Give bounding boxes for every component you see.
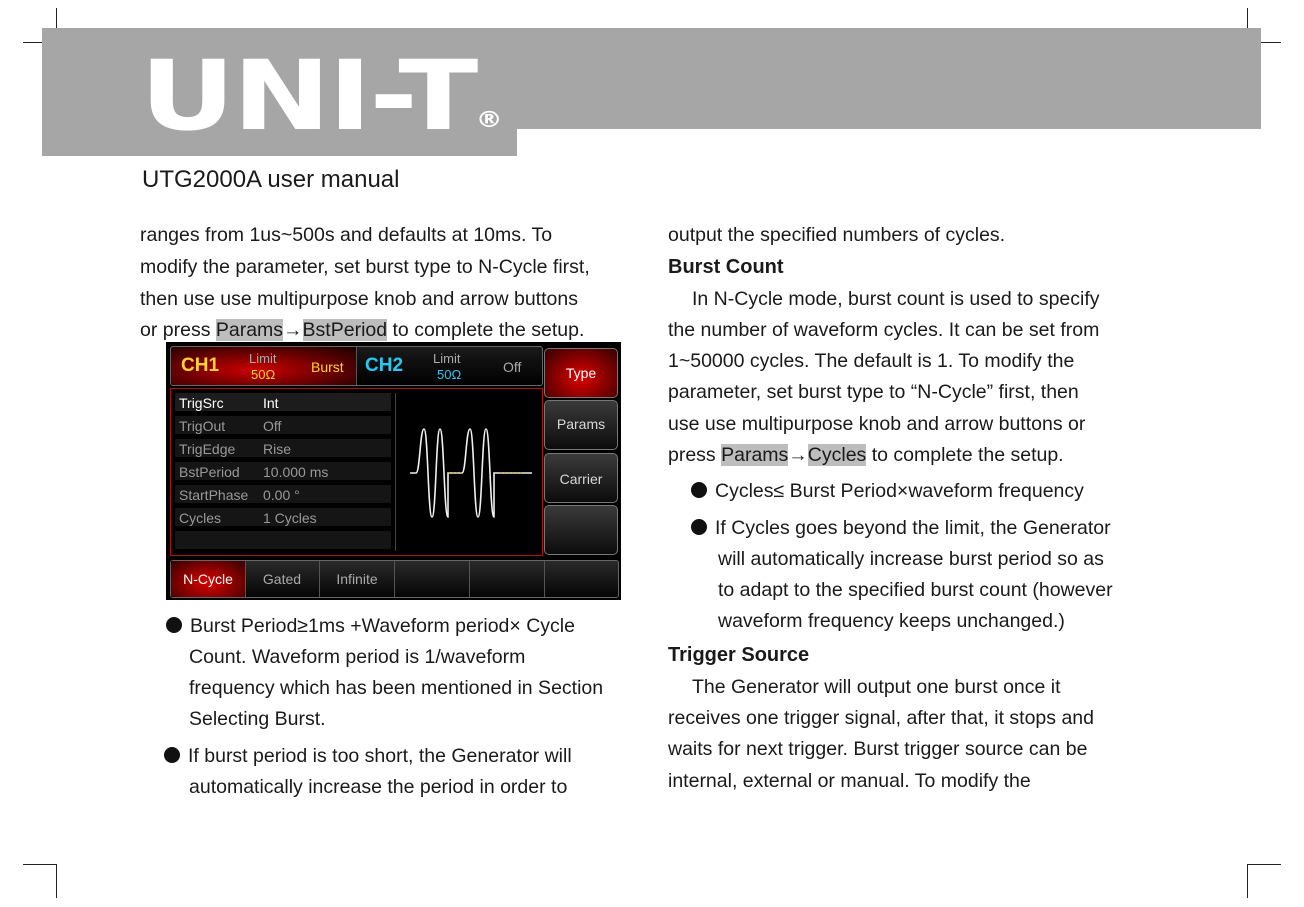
bullet-icon <box>691 519 707 535</box>
ch1-impedance: 50Ω <box>251 367 276 382</box>
body-text-line: press Params→Cycles to complete the setup. <box>668 444 1064 466</box>
bullet-item: If Cycles goes beyond the limit, the Generator <box>691 519 1111 539</box>
body-text-line: will automatically increase burst period so as <box>718 548 1104 570</box>
burst-waveform-preview <box>395 393 538 551</box>
tab-empty <box>470 561 545 597</box>
bullet-item: If burst period is too short, the Generator will <box>164 747 572 767</box>
tab-empty <box>395 561 470 597</box>
crop-mark <box>1247 864 1281 865</box>
body-text-line: output the specified numbers of cycles. <box>668 224 1006 246</box>
tab-n-cycle: N-Cycle <box>171 561 246 597</box>
bullet-item: Burst Period≥1ms +Waveform period× Cycle <box>166 617 575 637</box>
body-text-line: In N-Cycle mode, burst count is used to specify <box>692 288 1100 310</box>
ch2-mode: Off <box>503 359 522 375</box>
param-row: BstPeriod 10.000 ms <box>175 462 391 480</box>
crop-mark <box>56 864 57 898</box>
brand-logo: UNI-T® <box>140 40 503 152</box>
ch1-limit-label: Limit <box>249 351 277 366</box>
param-row: StartPhase 0.00 ° <box>175 485 391 503</box>
body-text-line: the number of waveform cycles. It can be set from <box>668 319 1100 341</box>
body-text-line: automatically increase the period in order to <box>189 776 568 798</box>
param-row-empty <box>175 531 391 549</box>
burst-type-tabs <box>170 560 619 598</box>
body-text-line: to adapt to the specified burst count (however <box>718 579 1113 601</box>
type-softkey: Type <box>544 348 618 398</box>
body-text-line: waveform frequency keeps unchanged.) <box>718 610 1065 632</box>
generator-screenshot <box>166 342 621 600</box>
body-text-line: internal, external or manual. To modify the <box>668 770 1031 792</box>
params-key-reference: Params <box>215 319 284 341</box>
param-row: TrigEdge Rise <box>175 439 391 457</box>
bullet-item: Cycles≤ Burst Period×waveform frequency <box>691 482 1084 502</box>
body-text-line: 1~50000 cycles. The default is 1. To modify the <box>668 350 1075 372</box>
body-text-line: then use use multipurpose knob and arrow buttons <box>140 288 578 310</box>
channel-header <box>170 346 543 386</box>
carrier-softkey: Carrier <box>544 453 618 503</box>
ch2-limit-label: Limit <box>433 351 461 366</box>
cycles-key-reference: Cycles <box>807 444 867 466</box>
bstperiod-key-reference: BstPeriod <box>302 319 388 341</box>
tab-infinite: Infinite <box>320 561 395 597</box>
body-text-line: Count. Waveform period is 1/waveform <box>189 646 526 668</box>
ch2-impedance: 50Ω <box>437 367 462 382</box>
ch1-label: CH1 <box>181 355 220 376</box>
bullet-icon <box>164 747 180 763</box>
body-text-line: Selecting Burst. <box>189 708 326 730</box>
params-softkey: Params <box>544 400 618 450</box>
param-row: Cycles 1 Cycles <box>175 508 391 526</box>
tab-empty <box>545 561 619 597</box>
param-row: TrigSrc Int <box>175 393 391 411</box>
body-text-line: The Generator will output one burst once it <box>692 676 1061 698</box>
bullet-icon <box>691 482 707 498</box>
section-heading: Trigger Source <box>668 644 810 666</box>
body-text-line: modify the parameter, set burst type to N-Cycle first, <box>140 256 590 278</box>
blank-softkey <box>544 505 618 555</box>
crop-mark <box>1247 864 1248 898</box>
ch2-label: CH2 <box>365 355 404 376</box>
param-row: TrigOut Off <box>175 416 391 434</box>
body-text-line: use use multipurpose knob and arrow buttons or <box>668 413 1086 435</box>
parameter-panel <box>170 388 543 556</box>
section-heading: Burst Count <box>668 256 784 278</box>
bullet-icon <box>166 617 182 633</box>
body-text-line: parameter, set burst type to “N-Cycle” first, then <box>668 381 1079 403</box>
body-text-line: frequency which has been mentioned in Section <box>189 677 604 699</box>
body-text-line: receives one trigger signal, after that, it stops and <box>668 707 1094 729</box>
tab-gated: Gated <box>245 561 320 597</box>
ch1-mode: Burst <box>311 359 344 375</box>
manual-title: UTG2000A user manual <box>142 166 400 193</box>
params-key-reference: Params <box>721 444 789 466</box>
body-text-line: ranges from 1us~500s and defaults at 10ms. To <box>140 224 553 246</box>
body-text-line: or press Params→BstPeriod to complete the setup. <box>140 319 585 341</box>
crop-mark <box>23 864 57 865</box>
body-text-line: waits for next trigger. Burst trigger source can be <box>668 738 1088 760</box>
